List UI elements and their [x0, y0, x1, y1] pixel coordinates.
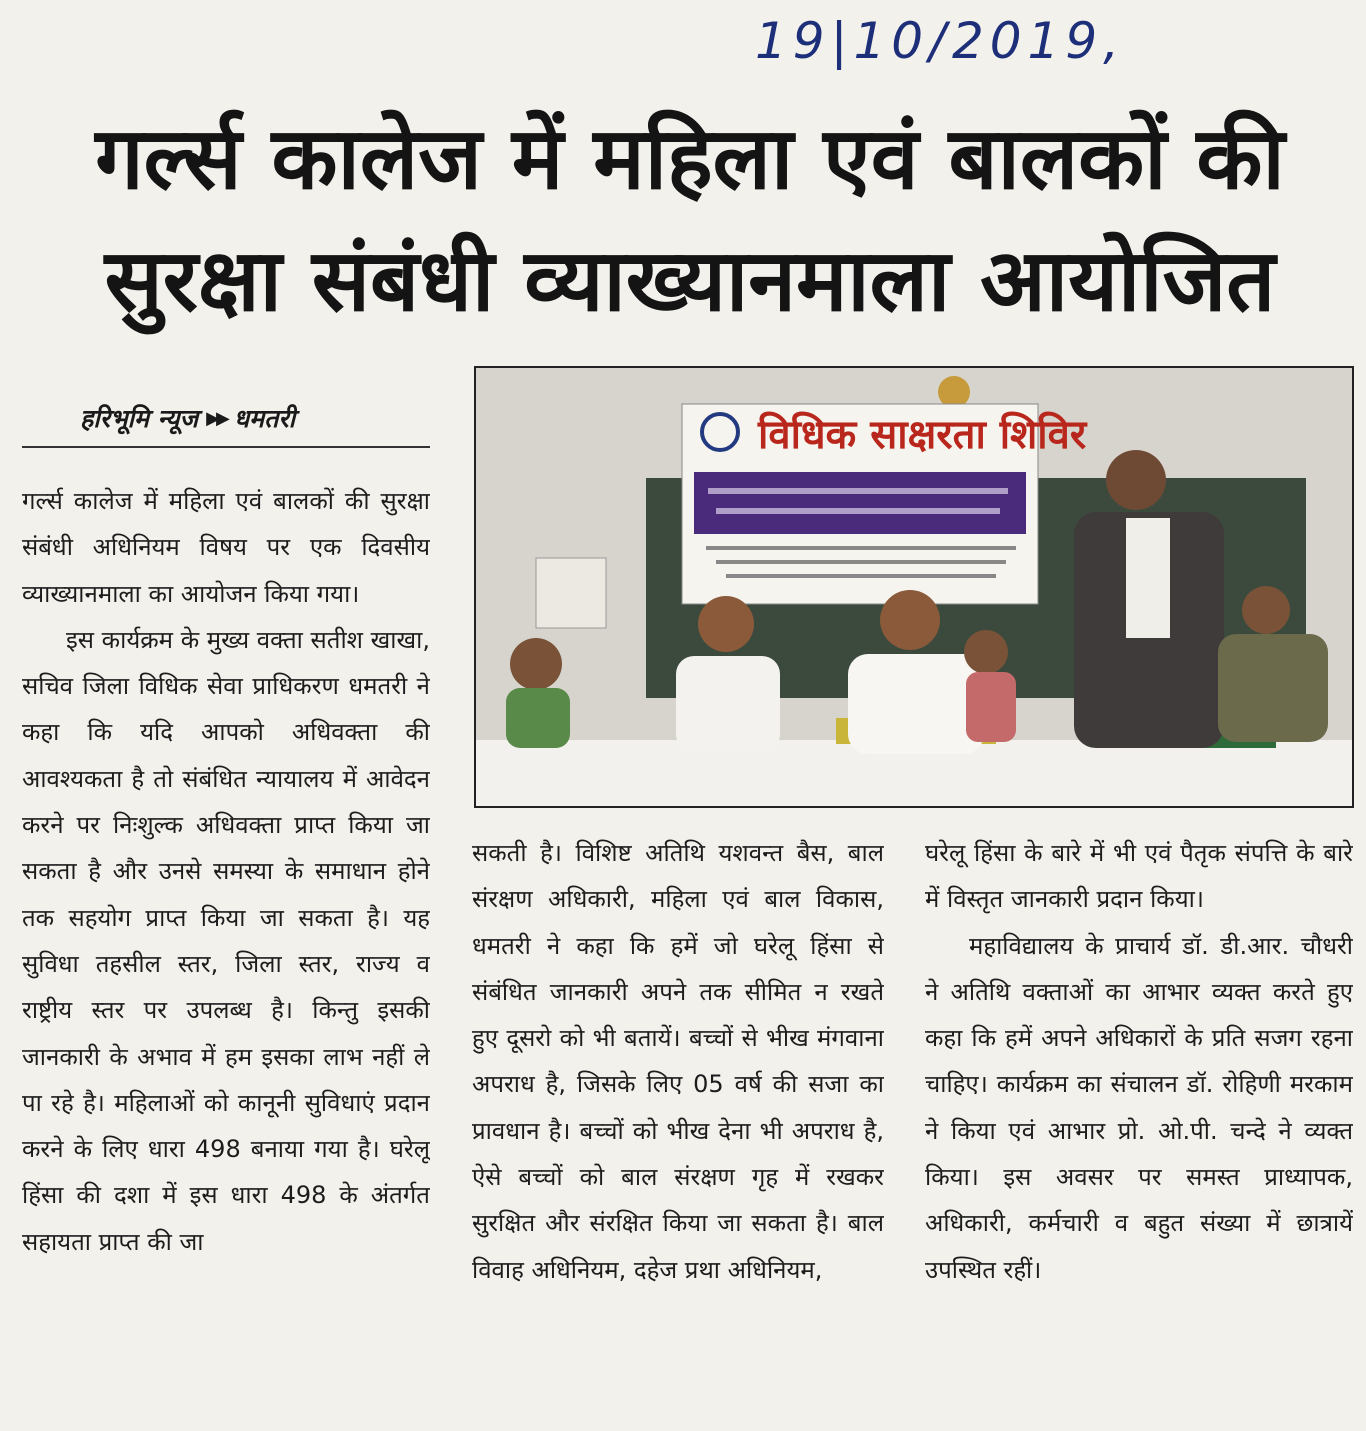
- byline-place: धमतरी: [233, 404, 296, 433]
- article-paragraph: घरेलू हिंसा के बारे में भी एवं पैतृक संपत्ति के बारे में विस्तृत जानकारी प्रदान किया।: [925, 839, 1353, 914]
- article-paragraph: महाविद्यालय के प्राचार्य डॉ. डी.आर. चौधरी ने अतिथि वक्ताओं का आभार व्यक्त करते हुए कहा कि हमें अपने अधिकारों के प्रति सजग रहना चाहिए। कार्यक्रम का संचालन डॉ. रोहिणी मरकाम ने किया एवं आभार प्रो. ओ.पी. चन्दे ने व्यक्त किया। इस अवसर पर समस्त प्राध्यापक, अधिकारी, कर्मचारी व बहुत संख्या में छात्रायें उपस्थित रहीं।: [925, 931, 1353, 1284]
- article-column-2: [472, 830, 884, 1430]
- banner-strip: [694, 472, 1026, 534]
- article-column-3: [925, 830, 1353, 1430]
- article-paragraph: इस कार्यक्रम के मुख्य वक्ता सतीश खाखा, सचिव जिला विधिक सेवा प्राधिकरण धमतरी ने कहा कि यदि आपको अधिवक्ता की आवश्यकता है तो संबंधित न्यायालय में आवेदन करने पर निःशुल्क अधिवक्ता प्राप्त किया जा सकता है और उनसे समस्या के समाधान होने तक सहयोग प्राप्त किया जा सकता है। यह सुविधा तहसील स्तर, जिला स्तर, राज्य व राष्ट्रीय स्तर पर उपलब्ध है। किन्तु इसकी जानकारी के अभाव में हम इसका लाभ नहीं ले पा रहे है। महिलाओं को कानूनी सुविधाएं प्रदान करने के लिए धारा 498 बनाया गया है। घरेलू हिंसा की दशा में इस धारा 498 के अंतर्गत सहायता प्राप्त की जा: [22, 625, 430, 1256]
- wall-notice: [536, 558, 606, 628]
- byline: [80, 392, 430, 444]
- headline: [30, 98, 1350, 342]
- event-photo: [474, 366, 1354, 808]
- double-arrow-icon: ▶▶: [206, 407, 226, 429]
- headline-line-2: सुरक्षा संबंधी व्याख्यानमाला आयोजित: [104, 231, 1276, 331]
- article-paragraph: सकती है। विशिष्ट अतिथि यशवन्त बैस, बाल संरक्षण अधिकारी, महिला एवं बाल विकास, धमतरी ने कहा कि हमें जो घरेलू हिंसा से संबंधित जानकारी अपने तक सीमित न रखते हुए दूसरो को भी बतायें। बच्चों से भीख मंगवाना अपराध है, जिसके लिए 05 वर्ष की सजा का प्रावधान है। बच्चों को भीख देना भी अपराध है, ऐसे बच्चों को बाल संरक्षण गृह में रखकर सुरक्षित और संरक्षित किया जा सकता है। बाल विवाह अधिनियम, दहेज प्रथा अधिनियम,: [472, 839, 884, 1284]
- banner-title: विधिक साक्षरता शिविर: [758, 412, 1087, 458]
- article-paragraph: गर्ल्स कालेज में महिला एवं बालकों की सुरक्षा संबंधी अधिनियम विषय पर एक दिवसीय व्याख्यानमाला का आयोजन किया गया।: [22, 487, 430, 608]
- byline-source: हरिभूमि न्यूज: [80, 404, 199, 433]
- handwritten-date: 19|10/2019,: [755, 12, 1126, 70]
- byline-divider: [22, 446, 430, 448]
- emblem-icon: [938, 376, 970, 408]
- event-photo-illustration: [476, 368, 1352, 806]
- headline-line-1: गर्ल्स कालेज में महिला एवं बालकों की: [95, 109, 1285, 209]
- article-column-1: [22, 478, 430, 1428]
